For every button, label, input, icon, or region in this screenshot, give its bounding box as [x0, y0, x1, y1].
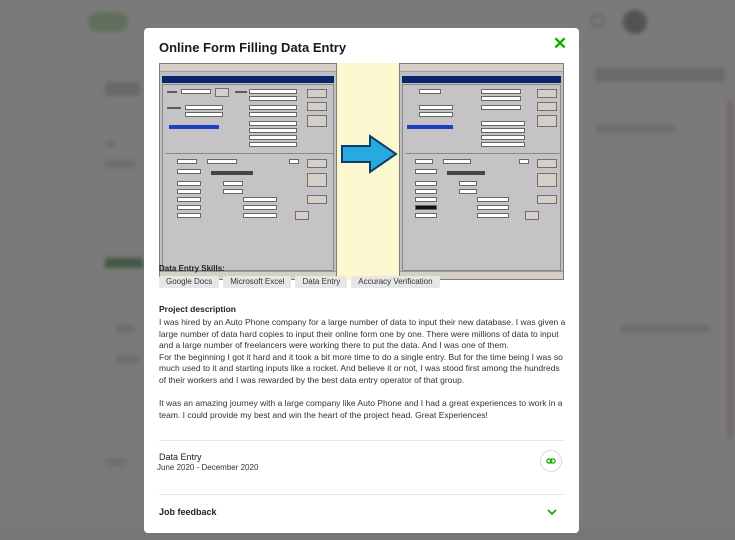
skill-tag[interactable]: Microsoft Excel	[223, 276, 291, 288]
form-body	[402, 84, 561, 271]
skill-tag[interactable]: Accuracy Verification	[351, 276, 439, 288]
skills-label: Data Entry Skills:	[159, 264, 225, 273]
link-icon	[546, 456, 556, 466]
project-modal	[144, 28, 579, 533]
project-dates: June 2020 - December 2020	[157, 463, 259, 472]
project-category: Data Entry	[159, 452, 202, 462]
divider	[159, 494, 564, 495]
project-description: I was hired by an Auto Phone company for a large number of data to input their new database. I was given a large number of data hard copies to input their online form one by one. There were millions of data to input and a large number of freelancers were working there to put the data. And I was one of them. For the beginning I got it hard and it took a bit more time to do a single entry. But for the time being I was so much used to it and starting inputs like a rocket. And believe it or not, I was stood first among the hundreds of their workers and I was rewarded by the best data entry operator of that group. It was an amazing journey with a large company like Auto Phone and I had a great experiences to work in a team. I could provide my best and win the heart of the project head. Great Experiences!	[159, 317, 566, 420]
job-feedback-toggle[interactable]: Job feedback	[159, 507, 217, 517]
skill-tag[interactable]: Data Entry	[295, 276, 347, 288]
window-menubar	[400, 64, 563, 72]
copy-link-button[interactable]	[540, 450, 562, 472]
form-window-before	[159, 63, 337, 280]
skill-tag[interactable]: Google Docs	[159, 276, 219, 288]
window-titlebar	[402, 76, 561, 83]
skills-list	[159, 276, 440, 288]
form-body	[162, 84, 334, 271]
window-menubar	[160, 64, 336, 72]
modal-title: Online Form Filling Data Entry	[159, 40, 347, 55]
close-icon[interactable]: ✕	[552, 34, 568, 53]
window-titlebar	[162, 76, 334, 83]
chevron-down-icon[interactable]	[546, 506, 558, 518]
description-title: Project description	[159, 304, 236, 314]
arrow-right-icon	[340, 134, 398, 174]
project-image[interactable]	[159, 63, 564, 280]
form-window-after	[399, 63, 564, 280]
divider	[159, 440, 564, 441]
